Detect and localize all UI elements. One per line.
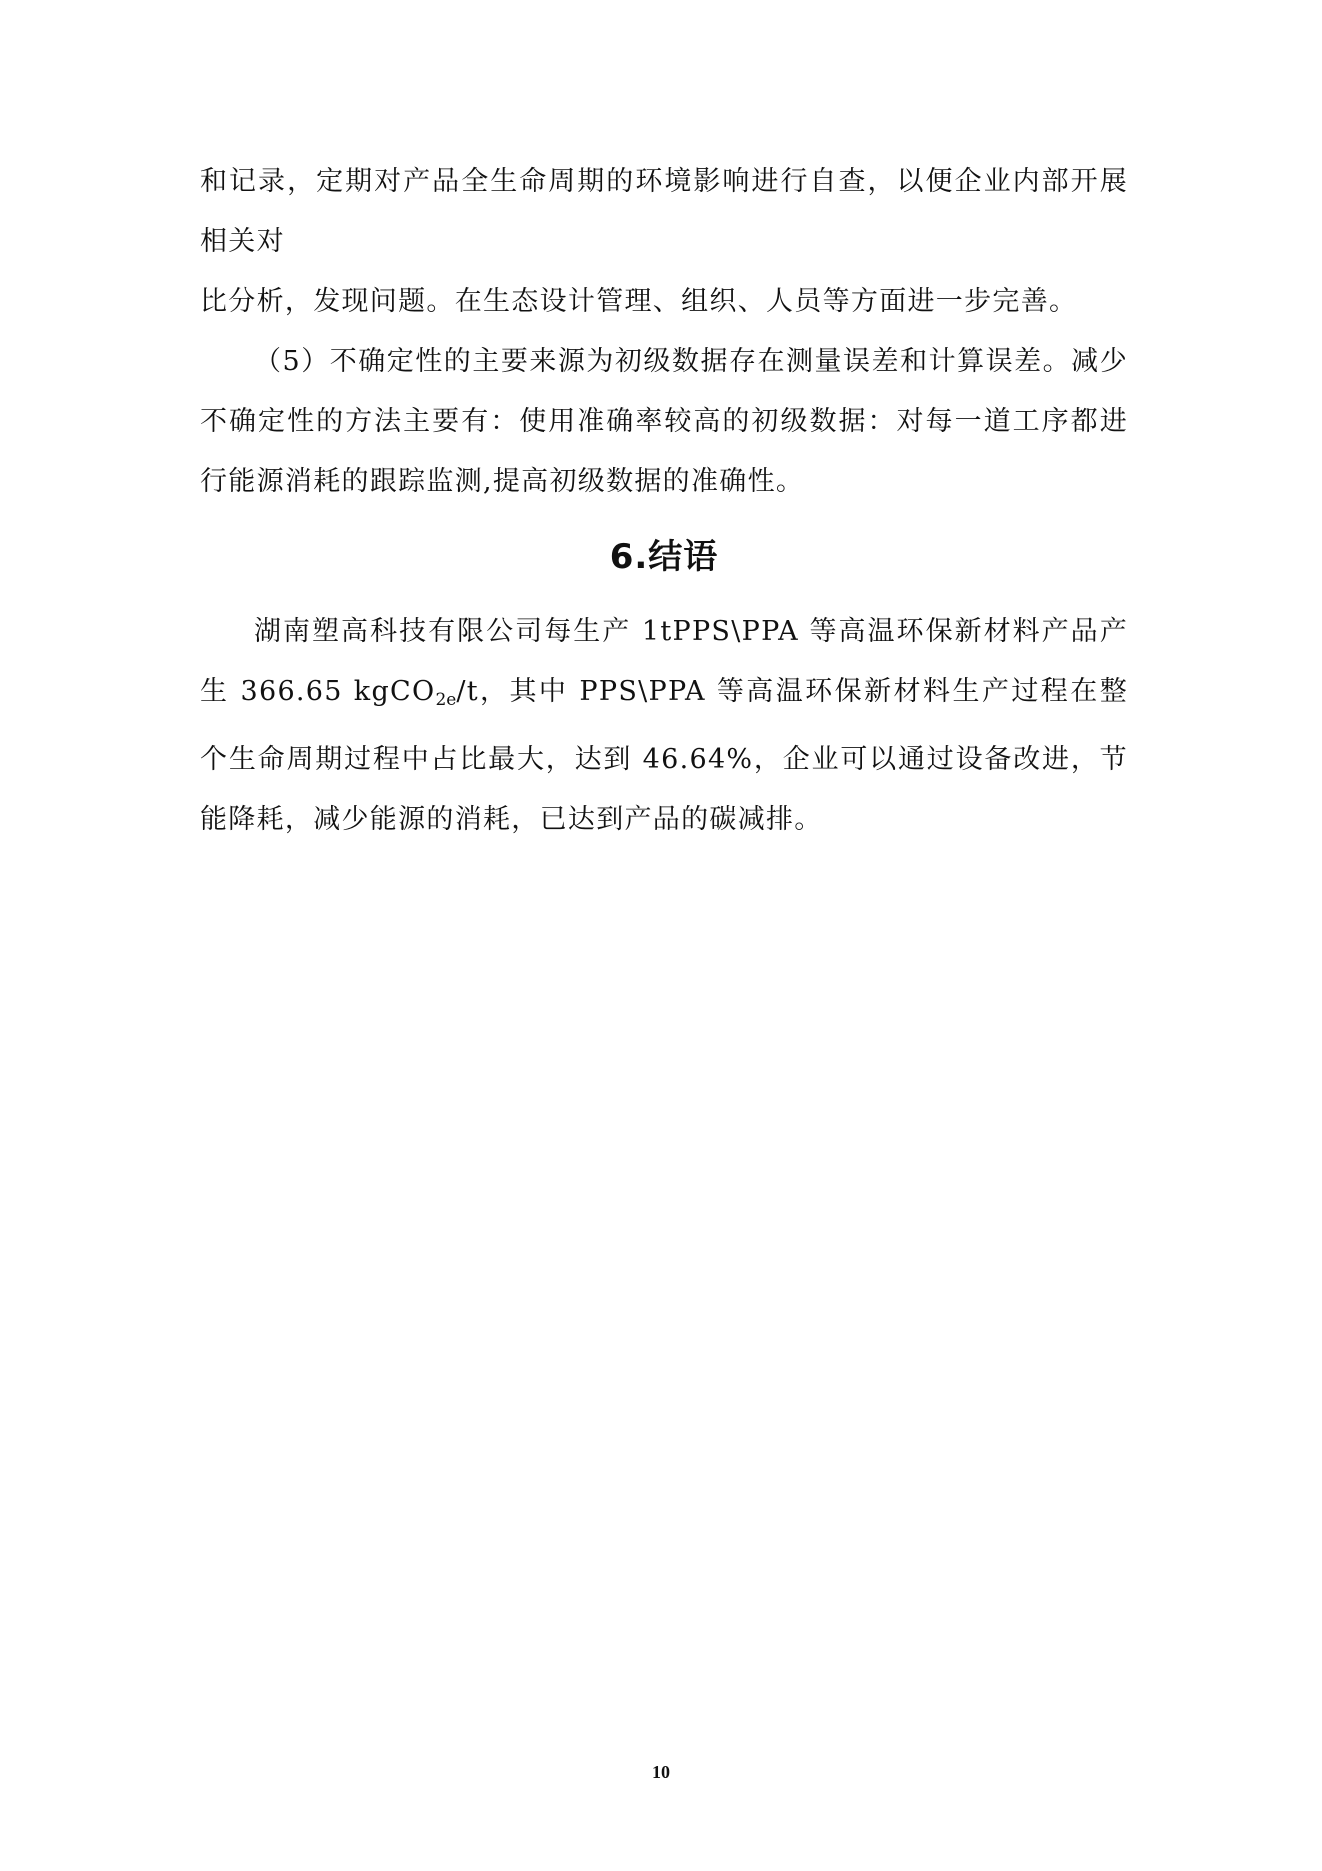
paragraph-conclusion <box>200 602 1128 850</box>
page-number: 10 <box>652 1762 670 1782</box>
subscript-e: e <box>446 690 457 710</box>
conclusion-text-1: 湖南塑高科技有限公司每生产 1tPPS\PPA 等高温环保新材料产品产生 366.65 kgCO <box>200 616 1128 707</box>
paragraph-uncertainty: （5）不确定性的主要来源为初级数据存在测量误差和计算误差。减少不确定性的方法主要有：使用准确率较高的初级数据：对每一道工序都进行能源消耗的跟踪监测,提高初级数据的准确性。 <box>200 346 1128 497</box>
paragraph-line-1: 和记录，定期对产品全生命周期的环境影响进行自查，以便企业内部开展相关对 <box>200 166 1128 257</box>
subscript-2: 2 <box>435 690 447 710</box>
conclusion-text-2: /t，其中 PPS\PPA 等高温环保新材料生产过程在整个生命周期过程中占比最大，达到 46.64%，企业可以通过设备改进，节能降耗，减少能源的消耗，已达到产品的碳减排。 <box>200 676 1128 835</box>
section-heading: 6.结语 <box>609 537 719 577</box>
page-content <box>200 152 1128 850</box>
paragraph-continuation <box>200 152 1128 332</box>
paragraph-line-2: 比分析，发现问题。在生态设计管理、组织、人员等方面进一步完善。 <box>200 286 1078 317</box>
